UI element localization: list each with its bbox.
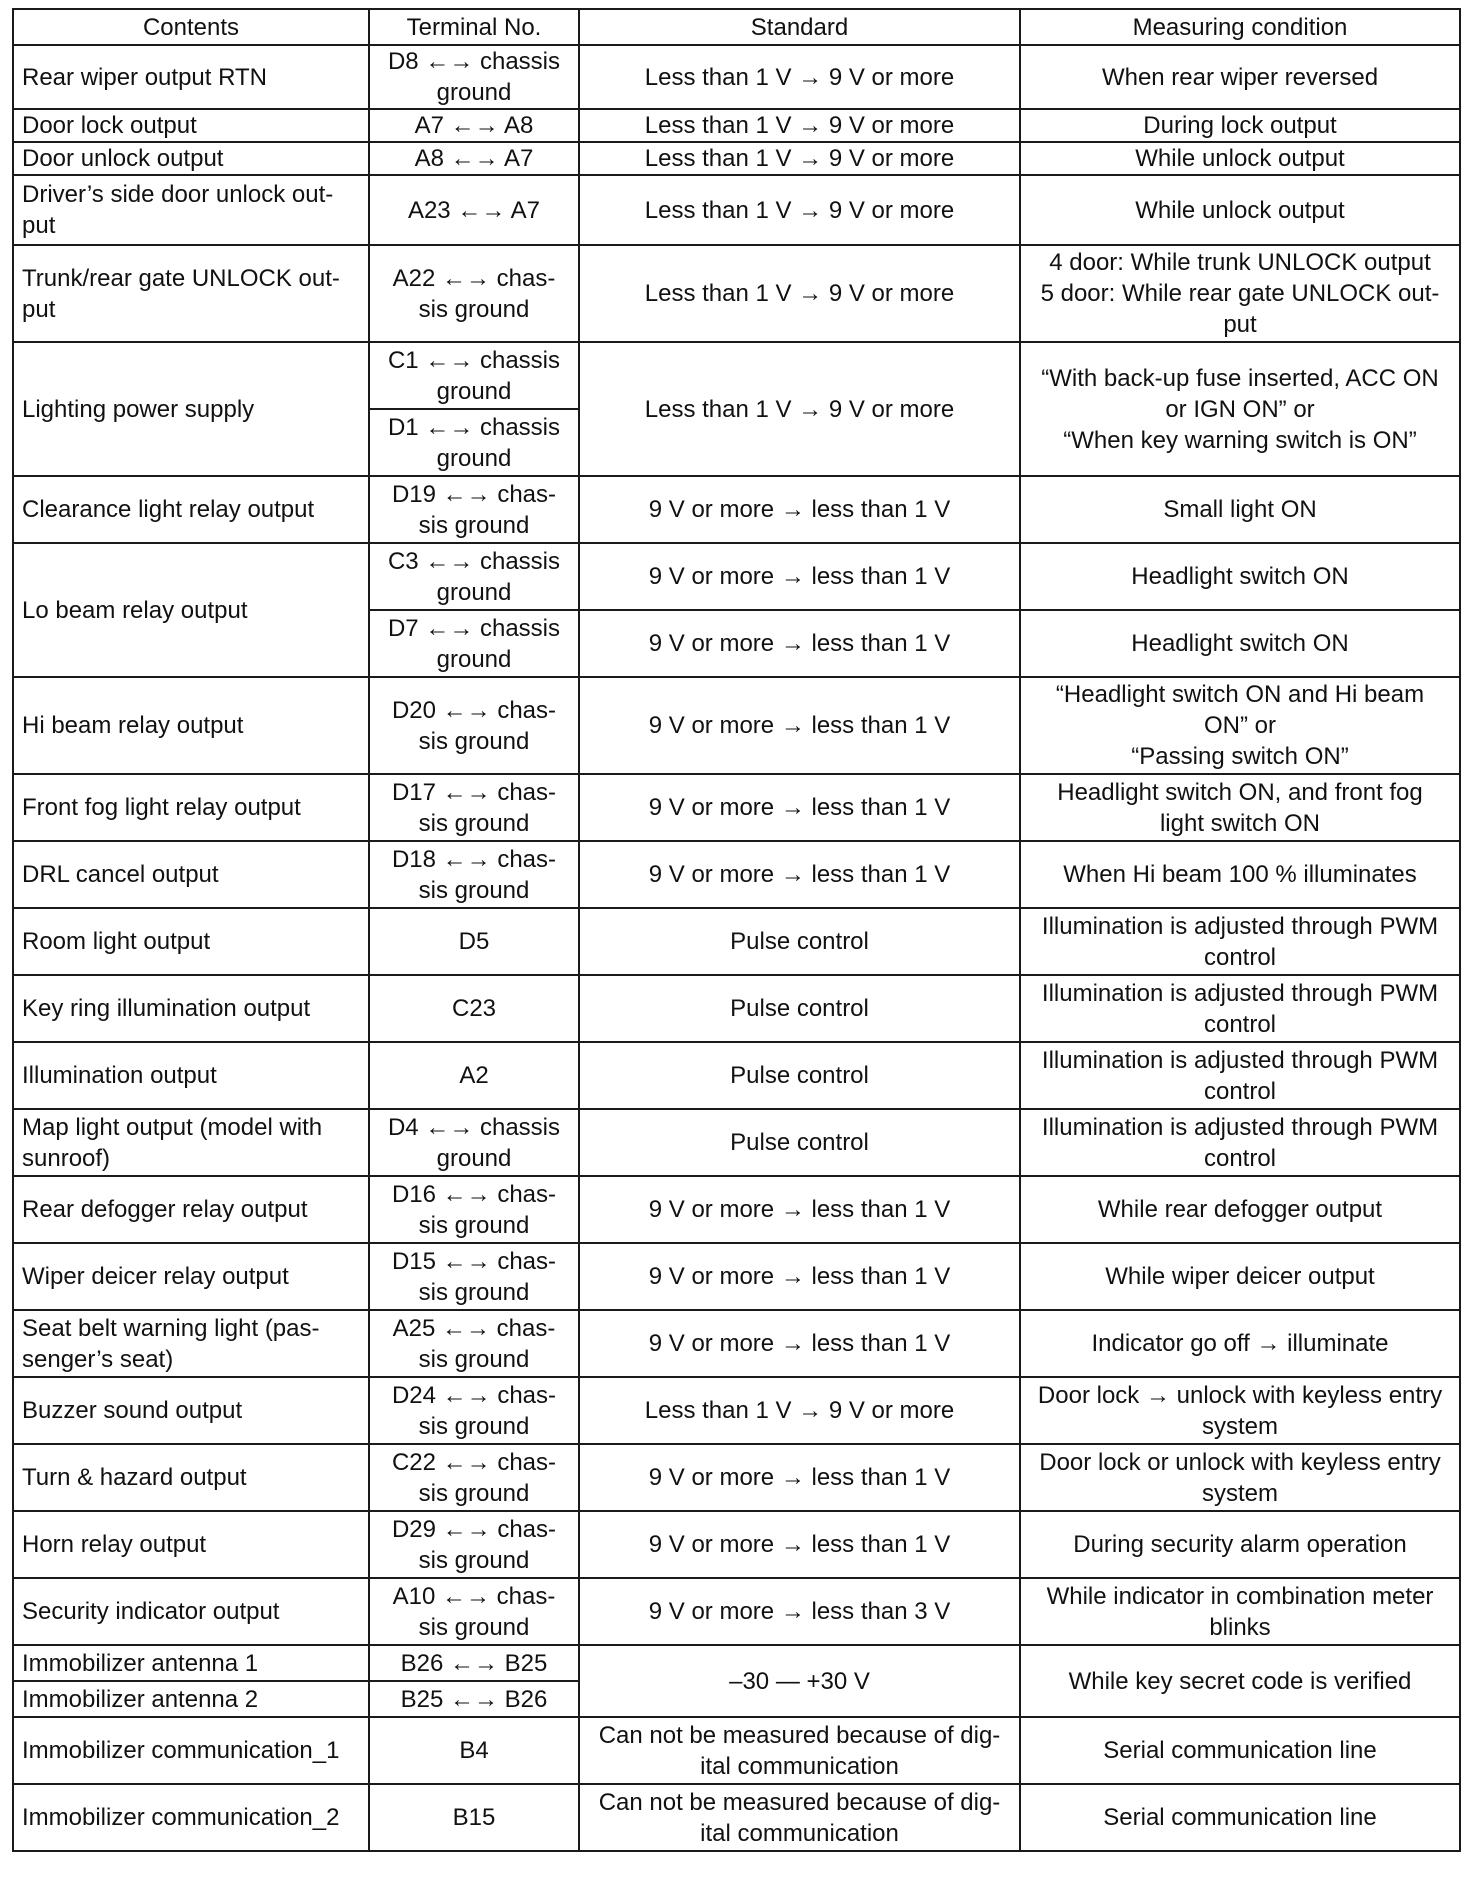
header-terminal: Terminal No. xyxy=(369,9,579,45)
cell-contents: Key ring illumination output xyxy=(13,975,369,1042)
cell-condition: Door lock → unlock with keyless entry system xyxy=(1020,1377,1460,1444)
cell-condition: Small light ON xyxy=(1020,476,1460,543)
cell-terminal: D17 ←→ chas- sis ground xyxy=(369,774,579,841)
cell-contents: Room light output xyxy=(13,908,369,975)
cell-contents: Trunk/rear gate UNLOCK out- put xyxy=(13,245,369,342)
cell-terminal: D19 ←→ chas- sis ground xyxy=(369,476,579,543)
cell-condition: While unlock output xyxy=(1020,175,1460,245)
table-row xyxy=(13,1042,1460,1109)
cell-terminal: A8 ←→ A7 xyxy=(369,142,579,175)
table-row xyxy=(13,1243,1460,1310)
cell-terminal: B15 xyxy=(369,1784,579,1851)
table-row xyxy=(13,1176,1460,1243)
cell-standard: 9 V or more → less than 1 V xyxy=(579,1310,1020,1377)
cell-terminal: D20 ←→ chas- sis ground xyxy=(369,677,579,774)
cell-contents: Clearance light relay output xyxy=(13,476,369,543)
cell-standard: Pulse control xyxy=(579,975,1020,1042)
cell-condition: Headlight switch ON xyxy=(1020,543,1460,610)
cell-condition: While wiper deicer output xyxy=(1020,1243,1460,1310)
table-row xyxy=(13,1109,1460,1176)
cell-terminal: B4 xyxy=(369,1717,579,1784)
table-row xyxy=(13,908,1460,975)
cell-contents: Immobilizer communication_2 xyxy=(13,1784,369,1851)
cell-condition: Illumination is adjusted through PWM control xyxy=(1020,1109,1460,1176)
cell-standard: 9 V or more → less than 1 V xyxy=(579,677,1020,774)
cell-standard: Less than 1 V → 9 V or more xyxy=(579,45,1020,109)
cell-contents: DRL cancel output xyxy=(13,841,369,908)
cell-condition: Serial communication line xyxy=(1020,1784,1460,1851)
cell-contents: Rear defogger relay output xyxy=(13,1176,369,1243)
cell-terminal: A10 ←→ chas- sis ground xyxy=(369,1578,579,1645)
table-row xyxy=(13,109,1460,142)
cell-terminal: A23 ←→ A7 xyxy=(369,175,579,245)
cell-contents: Immobilizer antenna 2 xyxy=(13,1681,369,1717)
cell-condition: “Headlight switch ON and Hi beam ON” or “Passing switch ON” xyxy=(1020,677,1460,774)
table-row xyxy=(13,1645,1460,1681)
cell-contents: Map light output (model with sunroof) xyxy=(13,1109,369,1176)
header-standard: Standard xyxy=(579,9,1020,45)
cell-standard: 9 V or more → less than 1 V xyxy=(579,476,1020,543)
table-row xyxy=(13,45,1460,109)
header-contents: Contents xyxy=(13,9,369,45)
cell-contents: Immobilizer antenna 1 xyxy=(13,1645,369,1681)
cell-terminal: D8 ←→ chassis ground xyxy=(369,45,579,109)
cell-standard: 9 V or more → less than 1 V xyxy=(579,543,1020,610)
cell-contents: Driver’s side door unlock out- put xyxy=(13,175,369,245)
table-row xyxy=(13,1784,1460,1851)
table-row xyxy=(13,245,1460,342)
cell-terminal: C22 ←→ chas- sis ground xyxy=(369,1444,579,1511)
cell-standard: 9 V or more → less than 3 V xyxy=(579,1578,1020,1645)
cell-standard: Less than 1 V → 9 V or more xyxy=(579,175,1020,245)
cell-condition: While indicator in combination meter blinks xyxy=(1020,1578,1460,1645)
cell-terminal: D29 ←→ chas- sis ground xyxy=(369,1511,579,1578)
cell-contents: Security indicator output xyxy=(13,1578,369,1645)
table-row xyxy=(13,1444,1460,1511)
table-row xyxy=(13,476,1460,543)
header-condition: Measuring condition xyxy=(1020,9,1460,45)
cell-terminal: D1 ←→ chassis ground xyxy=(369,409,579,476)
cell-contents: Door unlock output xyxy=(13,142,369,175)
cell-terminal: D7 ←→ chassis ground xyxy=(369,610,579,677)
cell-contents: Door lock output xyxy=(13,109,369,142)
cell-contents: Seat belt warning light (pas- senger’s seat) xyxy=(13,1310,369,1377)
cell-condition: When Hi beam 100 % illuminates xyxy=(1020,841,1460,908)
cell-standard: Less than 1 V → 9 V or more xyxy=(579,342,1020,476)
cell-standard: 9 V or more → less than 1 V xyxy=(579,1444,1020,1511)
cell-terminal: B26 ←→ B25 xyxy=(369,1645,579,1681)
cell-standard: –30 — +30 V xyxy=(579,1645,1020,1717)
cell-contents: Wiper deicer relay output xyxy=(13,1243,369,1310)
cell-terminal: A25 ←→ chas- sis ground xyxy=(369,1310,579,1377)
cell-condition: Illumination is adjusted through PWM control xyxy=(1020,975,1460,1042)
cell-terminal: D24 ←→ chas- sis ground xyxy=(369,1377,579,1444)
cell-terminal: C3 ←→ chassis ground xyxy=(369,543,579,610)
cell-terminal: D5 xyxy=(369,908,579,975)
cell-standard: 9 V or more → less than 1 V xyxy=(579,610,1020,677)
cell-contents: Lighting power supply xyxy=(13,342,369,476)
cell-condition: While key secret code is verified xyxy=(1020,1645,1460,1717)
cell-condition: While unlock output xyxy=(1020,142,1460,175)
cell-condition: Door lock or unlock with keyless entry system xyxy=(1020,1444,1460,1511)
table-row xyxy=(13,975,1460,1042)
header-row xyxy=(13,9,1460,45)
cell-condition: Headlight switch ON, and front fog light switch ON xyxy=(1020,774,1460,841)
cell-standard: Pulse control xyxy=(579,1042,1020,1109)
cell-condition: Headlight switch ON xyxy=(1020,610,1460,677)
table-row xyxy=(13,677,1460,774)
cell-standard: Pulse control xyxy=(579,1109,1020,1176)
cell-standard: Less than 1 V → 9 V or more xyxy=(579,142,1020,175)
cell-condition: 4 door: While trunk UNLOCK output 5 door: While rear gate UNLOCK out- put xyxy=(1020,245,1460,342)
cell-condition: During security alarm operation xyxy=(1020,1511,1460,1578)
cell-standard: Less than 1 V → 9 V or more xyxy=(579,245,1020,342)
cell-terminal: B25 ←→ B26 xyxy=(369,1681,579,1717)
cell-condition: Illumination is adjusted through PWM control xyxy=(1020,1042,1460,1109)
cell-contents: Turn & hazard output xyxy=(13,1444,369,1511)
table-row xyxy=(13,1377,1460,1444)
cell-terminal: D18 ←→ chas- sis ground xyxy=(369,841,579,908)
cell-standard: Pulse control xyxy=(579,908,1020,975)
cell-terminal: A22 ←→ chas- sis ground xyxy=(369,245,579,342)
cell-standard: Can not be measured because of dig- ital communication xyxy=(579,1784,1020,1851)
cell-condition: Indicator go off → illuminate xyxy=(1020,1310,1460,1377)
terminal-spec-table xyxy=(12,8,1461,1852)
table-row xyxy=(13,774,1460,841)
cell-contents: Buzzer sound output xyxy=(13,1377,369,1444)
cell-standard: 9 V or more → less than 1 V xyxy=(579,841,1020,908)
cell-terminal: C1 ←→ chassis ground xyxy=(369,342,579,409)
cell-condition: Serial communication line xyxy=(1020,1717,1460,1784)
cell-contents: Hi beam relay output xyxy=(13,677,369,774)
cell-standard: 9 V or more → less than 1 V xyxy=(579,774,1020,841)
cell-contents: Immobilizer communication_1 xyxy=(13,1717,369,1784)
cell-condition: While rear defogger output xyxy=(1020,1176,1460,1243)
table-row xyxy=(13,342,1460,409)
cell-standard: Less than 1 V → 9 V or more xyxy=(579,1377,1020,1444)
table-row xyxy=(13,543,1460,610)
cell-contents: Lo beam relay output xyxy=(13,543,369,677)
cell-standard: 9 V or more → less than 1 V xyxy=(579,1511,1020,1578)
table-row xyxy=(13,142,1460,175)
cell-standard: 9 V or more → less than 1 V xyxy=(579,1243,1020,1310)
cell-contents: Rear wiper output RTN xyxy=(13,45,369,109)
cell-contents: Front fog light relay output xyxy=(13,774,369,841)
table-row xyxy=(13,1717,1460,1784)
cell-standard: Can not be measured because of dig- ital communication xyxy=(579,1717,1020,1784)
cell-standard: Less than 1 V → 9 V or more xyxy=(579,109,1020,142)
cell-terminal: C23 xyxy=(369,975,579,1042)
cell-terminal: A2 xyxy=(369,1042,579,1109)
cell-terminal: D4 ←→ chassis ground xyxy=(369,1109,579,1176)
cell-contents: Illumination output xyxy=(13,1042,369,1109)
cell-standard: 9 V or more → less than 1 V xyxy=(579,1176,1020,1243)
cell-condition: During lock output xyxy=(1020,109,1460,142)
cell-contents: Horn relay output xyxy=(13,1511,369,1578)
cell-condition: Illumination is adjusted through PWM control xyxy=(1020,908,1460,975)
table-row xyxy=(13,841,1460,908)
cell-condition: When rear wiper reversed xyxy=(1020,45,1460,109)
table-row xyxy=(13,1578,1460,1645)
cell-condition: “With back-up fuse inserted, ACC ON or IGN ON” or “When key warning switch is ON” xyxy=(1020,342,1460,476)
table-row xyxy=(13,175,1460,245)
cell-terminal: A7 ←→ A8 xyxy=(369,109,579,142)
cell-terminal: D16 ←→ chas- sis ground xyxy=(369,1176,579,1243)
table-row xyxy=(13,1511,1460,1578)
table-row xyxy=(13,1310,1460,1377)
cell-terminal: D15 ←→ chas- sis ground xyxy=(369,1243,579,1310)
